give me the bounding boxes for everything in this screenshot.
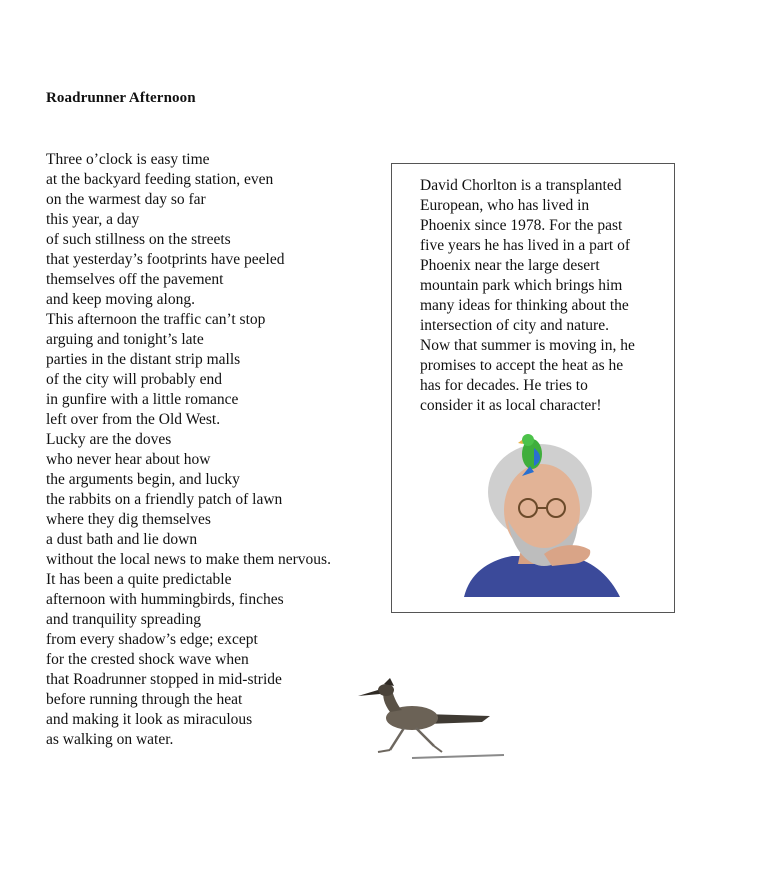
poem-line: and keep moving along. xyxy=(46,291,195,308)
bio-line: five years he has lived in a part of xyxy=(420,237,631,254)
bio-line: Phoenix since 1978. For the past xyxy=(420,217,623,234)
poem-line: It has been a quite predictable xyxy=(46,571,232,588)
poem-line: on the warmest day so far xyxy=(46,191,206,208)
author-bio-text xyxy=(420,176,670,416)
roadrunner-beak xyxy=(358,690,380,696)
poem-line: before running through the heat xyxy=(46,691,243,708)
poem-line: as walking on water. xyxy=(46,731,174,748)
bio-line: Phoenix near the large desert xyxy=(420,257,600,274)
poem-line: and making it look as miraculous xyxy=(46,711,253,728)
poem-line: in gunfire with a little romance xyxy=(46,391,239,408)
poem-line: that yesterday’s footprints have peeled xyxy=(46,251,285,268)
bio-line: consider it as local character! xyxy=(420,397,602,414)
roadrunner-leg-front xyxy=(390,728,404,750)
poem-line: without the local news to make them nervous. xyxy=(46,551,331,568)
poem-line: afternoon with hummingbirds, finches xyxy=(46,591,284,608)
poem-line: a dust bath and lie down xyxy=(46,531,198,548)
roadrunner-foot-back xyxy=(434,746,442,752)
poem-line: where they dig themselves xyxy=(46,511,211,528)
poem-line: This afternoon the traffic can’t stop xyxy=(46,311,266,328)
poem-line: and tranquility spreading xyxy=(46,611,201,628)
poem-title: Roadrunner Afternoon xyxy=(46,90,196,106)
poem-line: arguing and tonight’s late xyxy=(46,331,204,348)
author-bio-box xyxy=(391,163,675,613)
poem-line: the arguments begin, and lucky xyxy=(46,471,240,488)
poem-line: this year, a day xyxy=(46,211,140,228)
roadrunner-image xyxy=(354,676,510,766)
portrait-parrot-head xyxy=(522,434,534,446)
bio-line: Now that summer is moving in, he xyxy=(420,337,635,354)
poem-body xyxy=(46,150,331,750)
poem-line: left over from the Old West. xyxy=(46,411,221,428)
poem-line: who never hear about how xyxy=(46,451,211,468)
poem-line: that Roadrunner stopped in mid-stride xyxy=(46,671,282,688)
poem-line: Three o’clock is easy time xyxy=(46,151,210,168)
poem-line: parties in the distant strip malls xyxy=(46,351,241,368)
roadrunner-leg-back xyxy=(416,728,434,746)
author-portrait-image xyxy=(460,432,624,597)
bio-line: intersection of city and nature. xyxy=(420,317,609,334)
bio-line: mountain park which brings him xyxy=(420,277,623,294)
bio-line: promises to accept the heat as he xyxy=(420,357,624,374)
poem-line: the rabbits on a friendly patch of lawn xyxy=(46,491,283,508)
poem-line: Lucky are the doves xyxy=(46,431,172,448)
poem-line: of the city will probably end xyxy=(46,371,223,388)
bio-line: European, who has lived in xyxy=(420,197,590,214)
poem-line: at the backyard feeding station, even xyxy=(46,171,274,188)
bio-line: many ideas for thinking about the xyxy=(420,297,629,314)
roadrunner-ground-line xyxy=(412,755,504,758)
poem-line: for the crested shock wave when xyxy=(46,651,249,668)
bio-line: David Chorlton is a transplanted xyxy=(420,177,622,194)
roadrunner-foot-front xyxy=(378,750,390,752)
roadrunner-head xyxy=(378,684,394,696)
poem-line: of such stillness on the streets xyxy=(46,231,231,248)
poem-line: from every shadow’s edge; except xyxy=(46,631,258,648)
poem-line: themselves off the pavement xyxy=(46,271,224,288)
bio-line: has for decades. He tries to xyxy=(420,377,588,394)
